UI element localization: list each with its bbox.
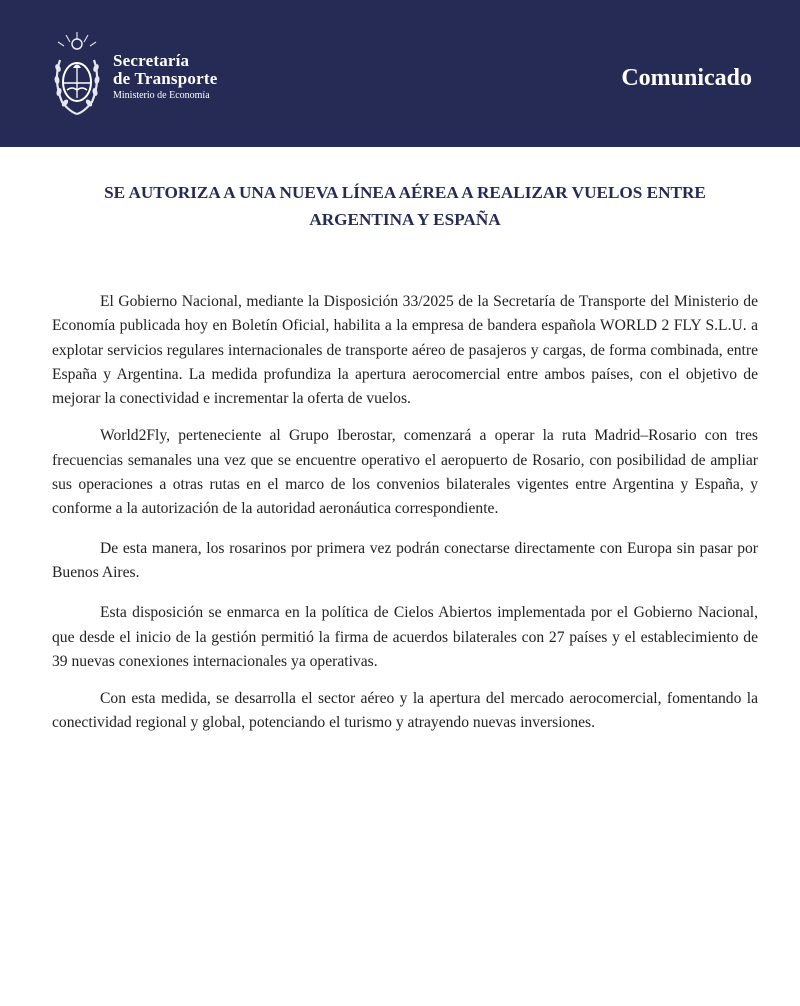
coat-of-arms-icon <box>50 30 104 118</box>
document-type-label: Comunicado <box>621 65 752 91</box>
body-paragraph: Con esta medida, se desarrolla el sector aéreo y la apertura del mercado aerocomercial, fomentando la conectividad regional y global, potenciando el turismo y atrayendo nuevas inversiones. <box>52 690 758 732</box>
press-release-headline: SE AUTORIZA A UNA NUEVA LÍNEA AÉREA A REALIZAR VUELOS ENTRE ARGENTINA Y ESPAÑA <box>104 183 706 229</box>
brand-title-line1: Secretaría <box>113 51 190 70</box>
press-release-body <box>52 290 758 749</box>
body-paragraph: World2Fly, perteneciente al Grupo Iberostar, comenzará a operar la ruta Madrid–Rosario con tres frecuencias semanales una vez que se encuentre operativo el aeropuerto de Rosario, con posibilidad de ampliar sus operaciones a otras rutas en el marco de los convenios bilaterales vigentes entre Argentina y España, y conforme a la autorización de la autoridad aeronáutica correspondiente. <box>52 427 758 518</box>
brand-title-line2: de Transporte <box>113 69 218 88</box>
body-paragraph: De esta manera, los rosarinos por primera vez podrán conectarse directamente con Europa sin pasar por Buenos Aires. <box>52 539 758 581</box>
brand-wordmark <box>113 52 217 102</box>
body-paragraph: Esta disposición se enmarca en la política de Cielos Abiertos implementada por el Gobierno Nacional, que desde el inicio de la gestión permitió la firma de acuerdos bilaterales con 27 países y el establecimiento de 39 nuevas conexiones internacionales ya operativas. <box>52 604 758 670</box>
header-banner <box>0 0 800 147</box>
body-paragraph: El Gobierno Nacional, mediante la Disposición 33/2025 de la Secretaría de Transporte del Ministerio de Economía publicada hoy en Boletín Oficial, habilita a la empresa de bandera española WORLD 2 FLY S.L.U. a explotar servicios regulares internacionales de transporte aéreo de pasajeros y cargas, de forma combinada, entre España y Argentina. La medida profundiza la apertura aerocomercial entre ambos países, con el objetivo de mejorar la conectividad e incrementar la oferta de vuelos. <box>52 293 758 408</box>
brand-subtitle: Ministerio de Economía <box>113 90 210 101</box>
